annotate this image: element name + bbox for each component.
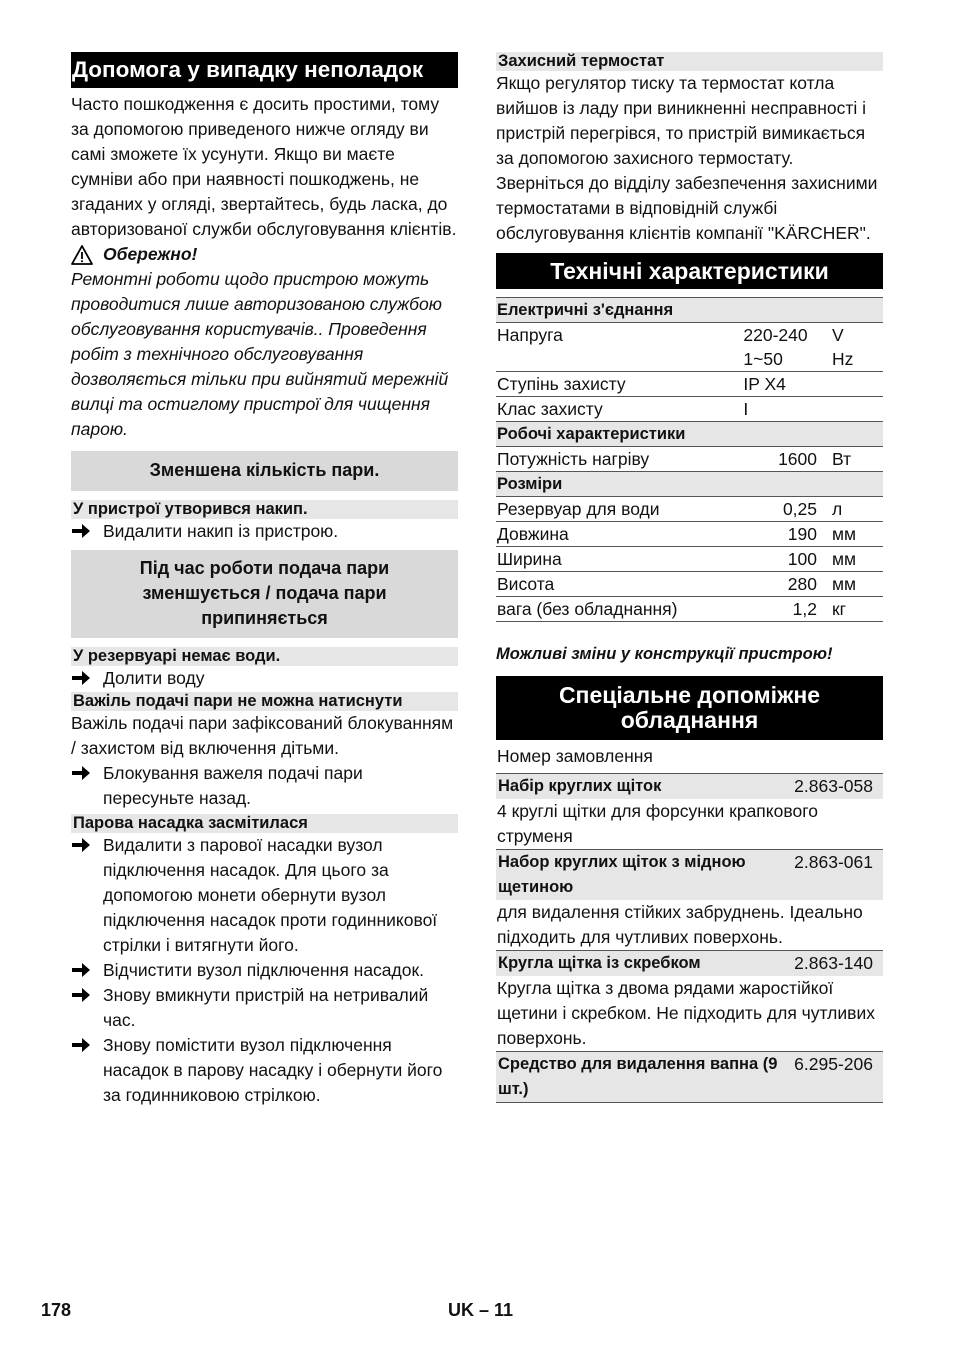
spec-value: 100 bbox=[742, 547, 831, 572]
symptom-box-steam-stops: Під час роботи подача пари зменшується / подача пари припиняється bbox=[71, 550, 458, 638]
cause-scale-heading: У пристрої утворився накип. bbox=[71, 500, 458, 519]
accessory-item bbox=[496, 773, 883, 849]
spec-section-performance: Робочі характеристики bbox=[496, 422, 883, 447]
spec-unit: мм bbox=[831, 547, 883, 572]
thermostat-text: Якщо регулятор тиску та термостат котла вийшов із ладу при виникненні несправності і пристрій перегрівся, то пристрій вимикається за допомогою захисного термостату. Зверніться до відділу забезпечення захисними термостатами в відповідній службі обслуговування клієнтів компанії "KÄRCHER". bbox=[496, 73, 878, 243]
arrow-right-icon bbox=[71, 761, 103, 811]
page-number: 178 bbox=[41, 1300, 72, 1320]
arrow-right-icon bbox=[71, 666, 103, 691]
remedy-item: Долити воду bbox=[71, 666, 458, 691]
spec-value: 190 bbox=[742, 522, 831, 547]
caution-label: Обережно! bbox=[103, 244, 198, 264]
accessory-head: Набір круглих щіток 2.863-058 bbox=[496, 773, 883, 799]
spec-value: 1,2 bbox=[742, 597, 831, 622]
remedy-item: Знову вмикнути пристрій на нетривалий час. bbox=[71, 983, 458, 1033]
spec-section-dimensions: Розміри bbox=[496, 472, 883, 497]
spec-unit: Вт bbox=[831, 447, 883, 472]
spec-label: Висота bbox=[496, 572, 742, 597]
spec-value: 1600 bbox=[742, 447, 831, 472]
arrow-right-icon bbox=[71, 1033, 103, 1108]
spec-value: 220-240 1~50 bbox=[742, 323, 831, 372]
remedy-item: Блокування важеля подачі пари пересуньте назад. bbox=[71, 761, 458, 811]
arrow-right-icon bbox=[71, 519, 103, 544]
accessory-item bbox=[496, 1051, 883, 1103]
spec-value: 0,25 bbox=[742, 497, 831, 522]
spec-label: Ширина bbox=[496, 547, 742, 572]
remedy-item: Знову помістити вузол підключення насадок в парову насадку і обернути його за годинниковою стрілкою. bbox=[71, 1033, 458, 1108]
accessory-item bbox=[496, 950, 883, 1051]
spec-value: 280 bbox=[742, 572, 831, 597]
spec-value: IP X4 bbox=[742, 372, 883, 397]
changes-note: Можливі зміни у конструкції пристрою! bbox=[496, 645, 833, 663]
spec-label: Напруга bbox=[496, 323, 742, 372]
spec-table bbox=[496, 297, 883, 622]
accessory-head: Набор круглих щіток з мідною щетиною 2.863-061 bbox=[496, 849, 883, 900]
thermostat-heading: Захисний термостат bbox=[496, 52, 883, 71]
spec-unit: мм bbox=[831, 572, 883, 597]
spec-value: I bbox=[742, 397, 883, 422]
spec-section-electrical: Електричні з'єднання bbox=[496, 298, 883, 323]
warning-triangle-icon bbox=[71, 245, 93, 265]
remedy-item: Видалити з парової насадки вузол підключення насадок. Для цього за допомогою монети обернути вузол підключення насадок проти годинникової стрілки і витягнути його. bbox=[71, 833, 458, 958]
cause-no-water-heading: У резервуарі немає води. bbox=[71, 647, 458, 666]
caution-heading bbox=[71, 242, 458, 267]
accessory-desc: 4 круглі щітки для форсунки крапкового струменя bbox=[497, 801, 818, 846]
left-column bbox=[71, 52, 458, 1108]
accessory-desc: Кругла щітка з двома рядами жаростійкої щетини і скребком. Не підходить для чутливих поверхонь. bbox=[497, 978, 875, 1048]
spec-label: Потужність нагріву bbox=[496, 447, 742, 472]
remedy-item: Видалити накип із пристрою. bbox=[71, 519, 458, 544]
troubleshooting-title: Допомога у випадку неполадок bbox=[71, 52, 458, 88]
troubleshooting-intro: Часто пошкодження є досить простими, тому за допомогою приведеного нижче огляду ви самі зможете їх усунути. Якщо ви маєте сумніви або при наявності пошкоджень, не згаданих у огляді, звертайтесь, будь ласка, до авторизованої служби обслуговування клієнтів. bbox=[71, 94, 457, 239]
caution-text: Ремонтні роботи щодо пристрою можуть проводитися лише авторизованою службою обслуговування користувачів.. Проведення робіт з технічного обслуговування дозволяється тільки при вийнятий мережній вилці та остиглому пристрої для чищення парою. bbox=[71, 269, 449, 439]
arrow-right-icon bbox=[71, 983, 103, 1033]
spec-unit: V Hz bbox=[831, 323, 883, 372]
accessory-head: Кругла щітка із скребком 2.863-140 bbox=[496, 950, 883, 976]
spec-label: Довжина bbox=[496, 522, 742, 547]
spec-label: Клас захисту bbox=[496, 397, 742, 422]
spec-unit: л bbox=[831, 497, 883, 522]
spec-label: Резервуар для води bbox=[496, 497, 742, 522]
cause-clogged-heading: Парова насадка засмітилася bbox=[71, 814, 458, 833]
cause-lever-heading: Важіль подачі пари не можна натиснути bbox=[71, 692, 458, 711]
remedy-item: Відчистити вузол підключення насадок. bbox=[71, 958, 458, 983]
arrow-right-icon bbox=[71, 833, 103, 958]
accessory-head: Средство для видалення вапна (9 шт.) 6.295-206 bbox=[496, 1051, 883, 1103]
cause-lever-text: Важіль подачі пари зафіксований блокуванням / захистом від включення дітьми. bbox=[71, 713, 454, 758]
spec-unit: мм bbox=[831, 522, 883, 547]
right-column bbox=[496, 52, 883, 1103]
spec-label: вага (без обладнання) bbox=[496, 597, 742, 622]
order-number-label: Номер замовлення bbox=[497, 746, 653, 766]
accessory-desc: для видалення стійких забруднень. Ідеально підходить для чутливих поверхонь. bbox=[497, 902, 863, 947]
section-indicator: UK – 11 bbox=[448, 1300, 514, 1320]
accessory-item bbox=[496, 849, 883, 950]
tech-specs-title: Технічні характеристики bbox=[496, 253, 883, 289]
symptom-box-reduced-steam: Зменшена кількість пари. bbox=[71, 451, 458, 491]
arrow-right-icon bbox=[71, 958, 103, 983]
spec-unit: кг bbox=[831, 597, 883, 622]
accessories-title: Спеціальне допоміжне обладнання bbox=[496, 676, 883, 740]
spec-label: Ступінь захисту bbox=[496, 372, 742, 397]
